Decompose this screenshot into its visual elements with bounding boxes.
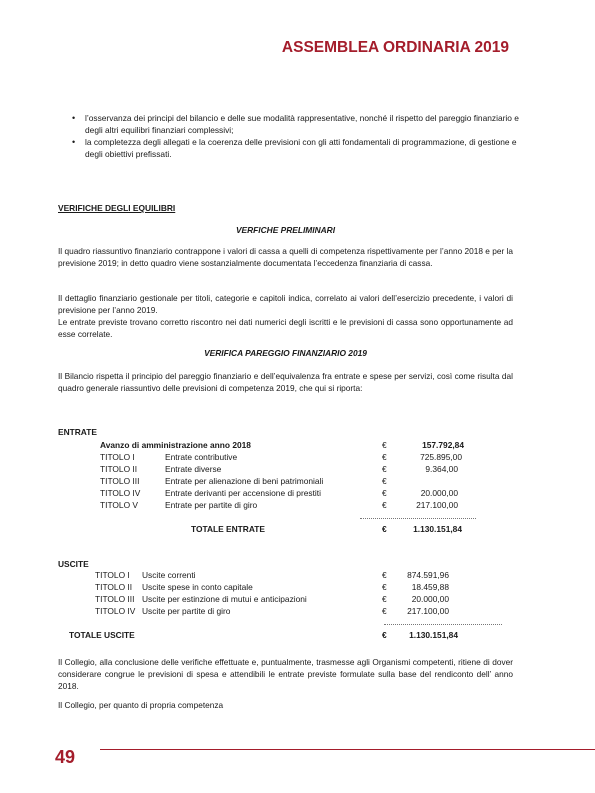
titolo-label: TITOLO III <box>100 476 140 486</box>
footer-rule <box>100 749 595 750</box>
row-description: Entrate derivanti per accensione di prestiti <box>165 488 321 498</box>
titolo-label: TITOLO II <box>95 582 133 592</box>
row-description: Entrate per partite di giro <box>165 500 258 510</box>
uscite-heading: USCITE <box>58 559 89 569</box>
bullet-text: la completezza degli allegati e la coerenza delle previsioni con gli atti fondamentali di programmazione, di gestione e degli obiettivi prefissati. <box>85 137 517 159</box>
titolo-label: TITOLO I <box>100 452 135 462</box>
total-separator-line <box>360 518 476 519</box>
bullet-icon: • <box>72 113 76 123</box>
titolo-label: TITOLO I <box>95 570 130 580</box>
row-value: 18.459,88 <box>411 582 449 592</box>
row-value: 20.000,00 <box>420 488 458 498</box>
currency-symbol: € <box>382 500 387 510</box>
currency-symbol: € <box>382 476 387 486</box>
currency-symbol: € <box>382 630 387 640</box>
currency-symbol: € <box>382 582 387 592</box>
bullet-text: l’osservanza dei principi del bilancio e delle sue modalità rappresentative, nonché il rispetto del pareggio finanziario e degli altri equilibri finanziari complessivi; <box>85 113 519 135</box>
subsection-title: VERFICHE PRELIMINARI <box>235 225 336 235</box>
avanzo-value: 157.792,84 <box>422 440 464 450</box>
page-number: 49 <box>55 747 76 767</box>
bullet-icon: • <box>72 137 76 147</box>
currency-symbol: € <box>382 452 387 462</box>
totale-uscite-value: 1.130.151,84 <box>409 630 458 640</box>
subsection-title: VERIFICA PAREGGIO FINANZIARIO 2019 <box>204 348 367 358</box>
paragraph: Il quadro riassuntivo finanziario contrappone i valori di cassa a quelli di competenza rispettivamente per l’anno 2018 e per la previsione 2019; in detto quadro viene sostanzialmente documentata l’eccedenza finanziaria di cassa. <box>58 246 513 268</box>
totale-entrate-label: TOTALE ENTRATE <box>191 524 265 534</box>
titolo-label: TITOLO III <box>95 594 135 604</box>
currency-symbol: € <box>382 488 387 498</box>
currency-symbol: € <box>382 594 387 604</box>
section-title: VERIFICHE DEGLI EQUILIBRI <box>58 203 176 213</box>
currency-symbol: € <box>382 606 387 616</box>
row-description: Uscite correnti <box>142 570 196 580</box>
paragraph: Il Collegio, per quanto di propria competenza <box>58 700 224 710</box>
totale-entrate-value: 1.130.151,84 <box>413 524 462 534</box>
paragraph: Il Bilancio rispetta il principio del pareggio finanziario e dell’equivalenza fra entrate e spese per servizi, così come risulta dal quadro generale riassuntivo delle previsioni di competenza 2019, che qui si riporta: <box>58 371 513 393</box>
total-separator-line <box>384 624 502 625</box>
row-value: 725.895,00 <box>420 452 462 462</box>
paragraph: Il dettaglio finanziario gestionale per titoli, categorie e capitoli indica, correlato ai valori dell’esercizio precedente, i valori di previsione per l’anno 2019. <box>58 293 513 315</box>
row-value: 874.591,96 <box>407 570 449 580</box>
row-description: Uscite per partite di giro <box>142 606 231 616</box>
titolo-label: TITOLO II <box>100 464 138 474</box>
currency-symbol: € <box>382 440 387 450</box>
row-description: Entrate diverse <box>165 464 222 474</box>
row-description: Entrate contributive <box>165 452 238 462</box>
row-description: Uscite per estinzione di mutui e anticipazioni <box>142 594 307 604</box>
row-value: 217.100,00 <box>416 500 458 510</box>
totale-uscite-label: TOTALE USCITE <box>69 630 135 640</box>
titolo-label: TITOLO V <box>100 500 139 510</box>
paragraph: Il Collegio, alla conclusione delle verifiche effettuate e, puntualmente, trasmesse agli Organismi competenti, ritiene di dover considerare congrue le previsioni di spesa e attendibili le entrate previste formulate sulla base del rendiconto dell’ anno 2018. <box>58 657 513 691</box>
row-description: Entrate per alienazione di beni patrimoniali <box>165 476 324 486</box>
entrate-heading: ENTRATE <box>58 427 97 437</box>
currency-symbol: € <box>382 570 387 580</box>
row-value: 20.000,00 <box>411 594 449 604</box>
currency-symbol: € <box>382 464 387 474</box>
row-value: 217.100,00 <box>407 606 449 616</box>
paragraph: Le entrate previste trovano corretto riscontro nei dati numerici degli iscritti e le previsioni di cassa sono opportunamente ad esse correlate. <box>58 317 513 339</box>
titolo-label: TITOLO IV <box>95 606 136 616</box>
row-value: 9.364,00 <box>425 464 458 474</box>
titolo-label: TITOLO IV <box>100 488 141 498</box>
currency-symbol: € <box>382 524 387 534</box>
row-description: Uscite spese in conto capitale <box>142 582 253 592</box>
page-header-title: ASSEMBLEA ORDINARIA 2019 <box>281 39 509 56</box>
avanzo-label: Avanzo di amministrazione anno 2018 <box>100 440 251 450</box>
